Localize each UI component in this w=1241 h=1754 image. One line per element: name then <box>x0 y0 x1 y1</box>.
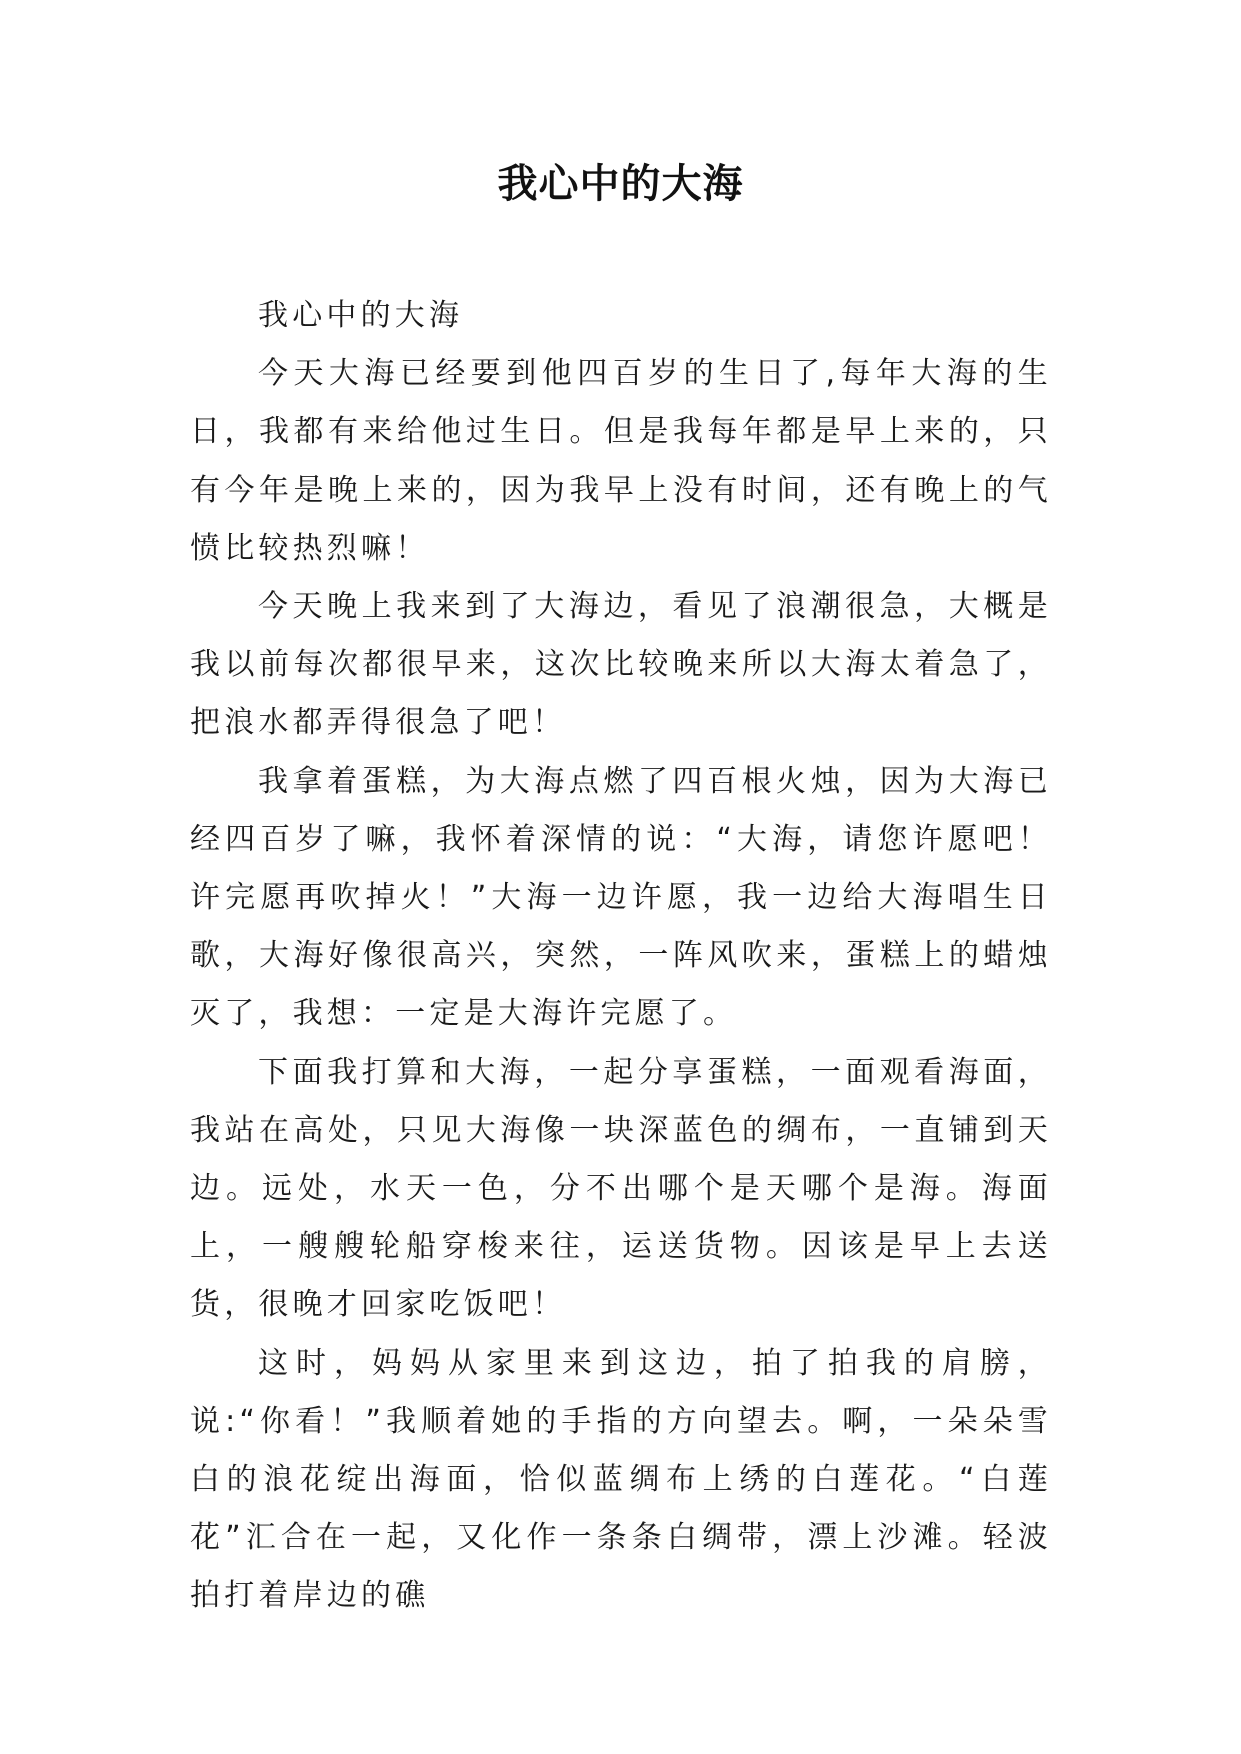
paragraph: 今天晚上我来到了大海边，看见了浪潮很急，大概是我以前每次都很早来，这次比较晚来所以大海太着急了，把浪水都弄得很急了吧！ <box>190 589 1052 741</box>
document-title: 我心中的大海 <box>497 160 744 207</box>
paragraph: 我拿着蛋糕，为大海点燃了四百根火烛，因为大海已经四百岁了嘛，我怀着深情的说：“大海，请您许愿吧！许完愿再吹掉火！”大海一边许愿，我一边给大海唱生日歌，大海好像很高兴，突然，一阵风吹来，蛋糕上的蜡烛灭了，我想：一定是大海许完愿了。 <box>190 763 1052 1032</box>
paragraph: 下面我打算和大海，一起分享蛋糕，一面观看海面，我站在高处，只见大海像一块深蓝色的绸布，一直铺到天边。远处，水天一色，分不出哪个是天哪个是海。海面上，一艘艘轮船穿梭来往，运送货物。因该是早上去送货，很晚才回家吃饭吧！ <box>190 1054 1052 1323</box>
document-body <box>190 287 1052 1626</box>
paragraph: 这时，妈妈从家里来到这边，拍了拍我的肩膀，说:“你看！”我顺着她的手指的方向望去。啊，一朵朵雪白的浪花绽出海面，恰似蓝绸布上绣的白莲花。“白莲花”汇合在一起，又化作一条条白绸带，漂上沙滩。轻波拍打着岸边的礁 <box>190 1345 1052 1614</box>
paragraph-subtitle: 我心中的大海 <box>258 298 464 333</box>
paragraph: 今天大海已经要到他四百岁的生日了,每年大海的生日，我都有来给他过生日。但是我每年都是早上来的，只有今年是晚上来的，因为我早上没有时间，还有晚上的气愤比较热烈嘛！ <box>190 356 1052 566</box>
